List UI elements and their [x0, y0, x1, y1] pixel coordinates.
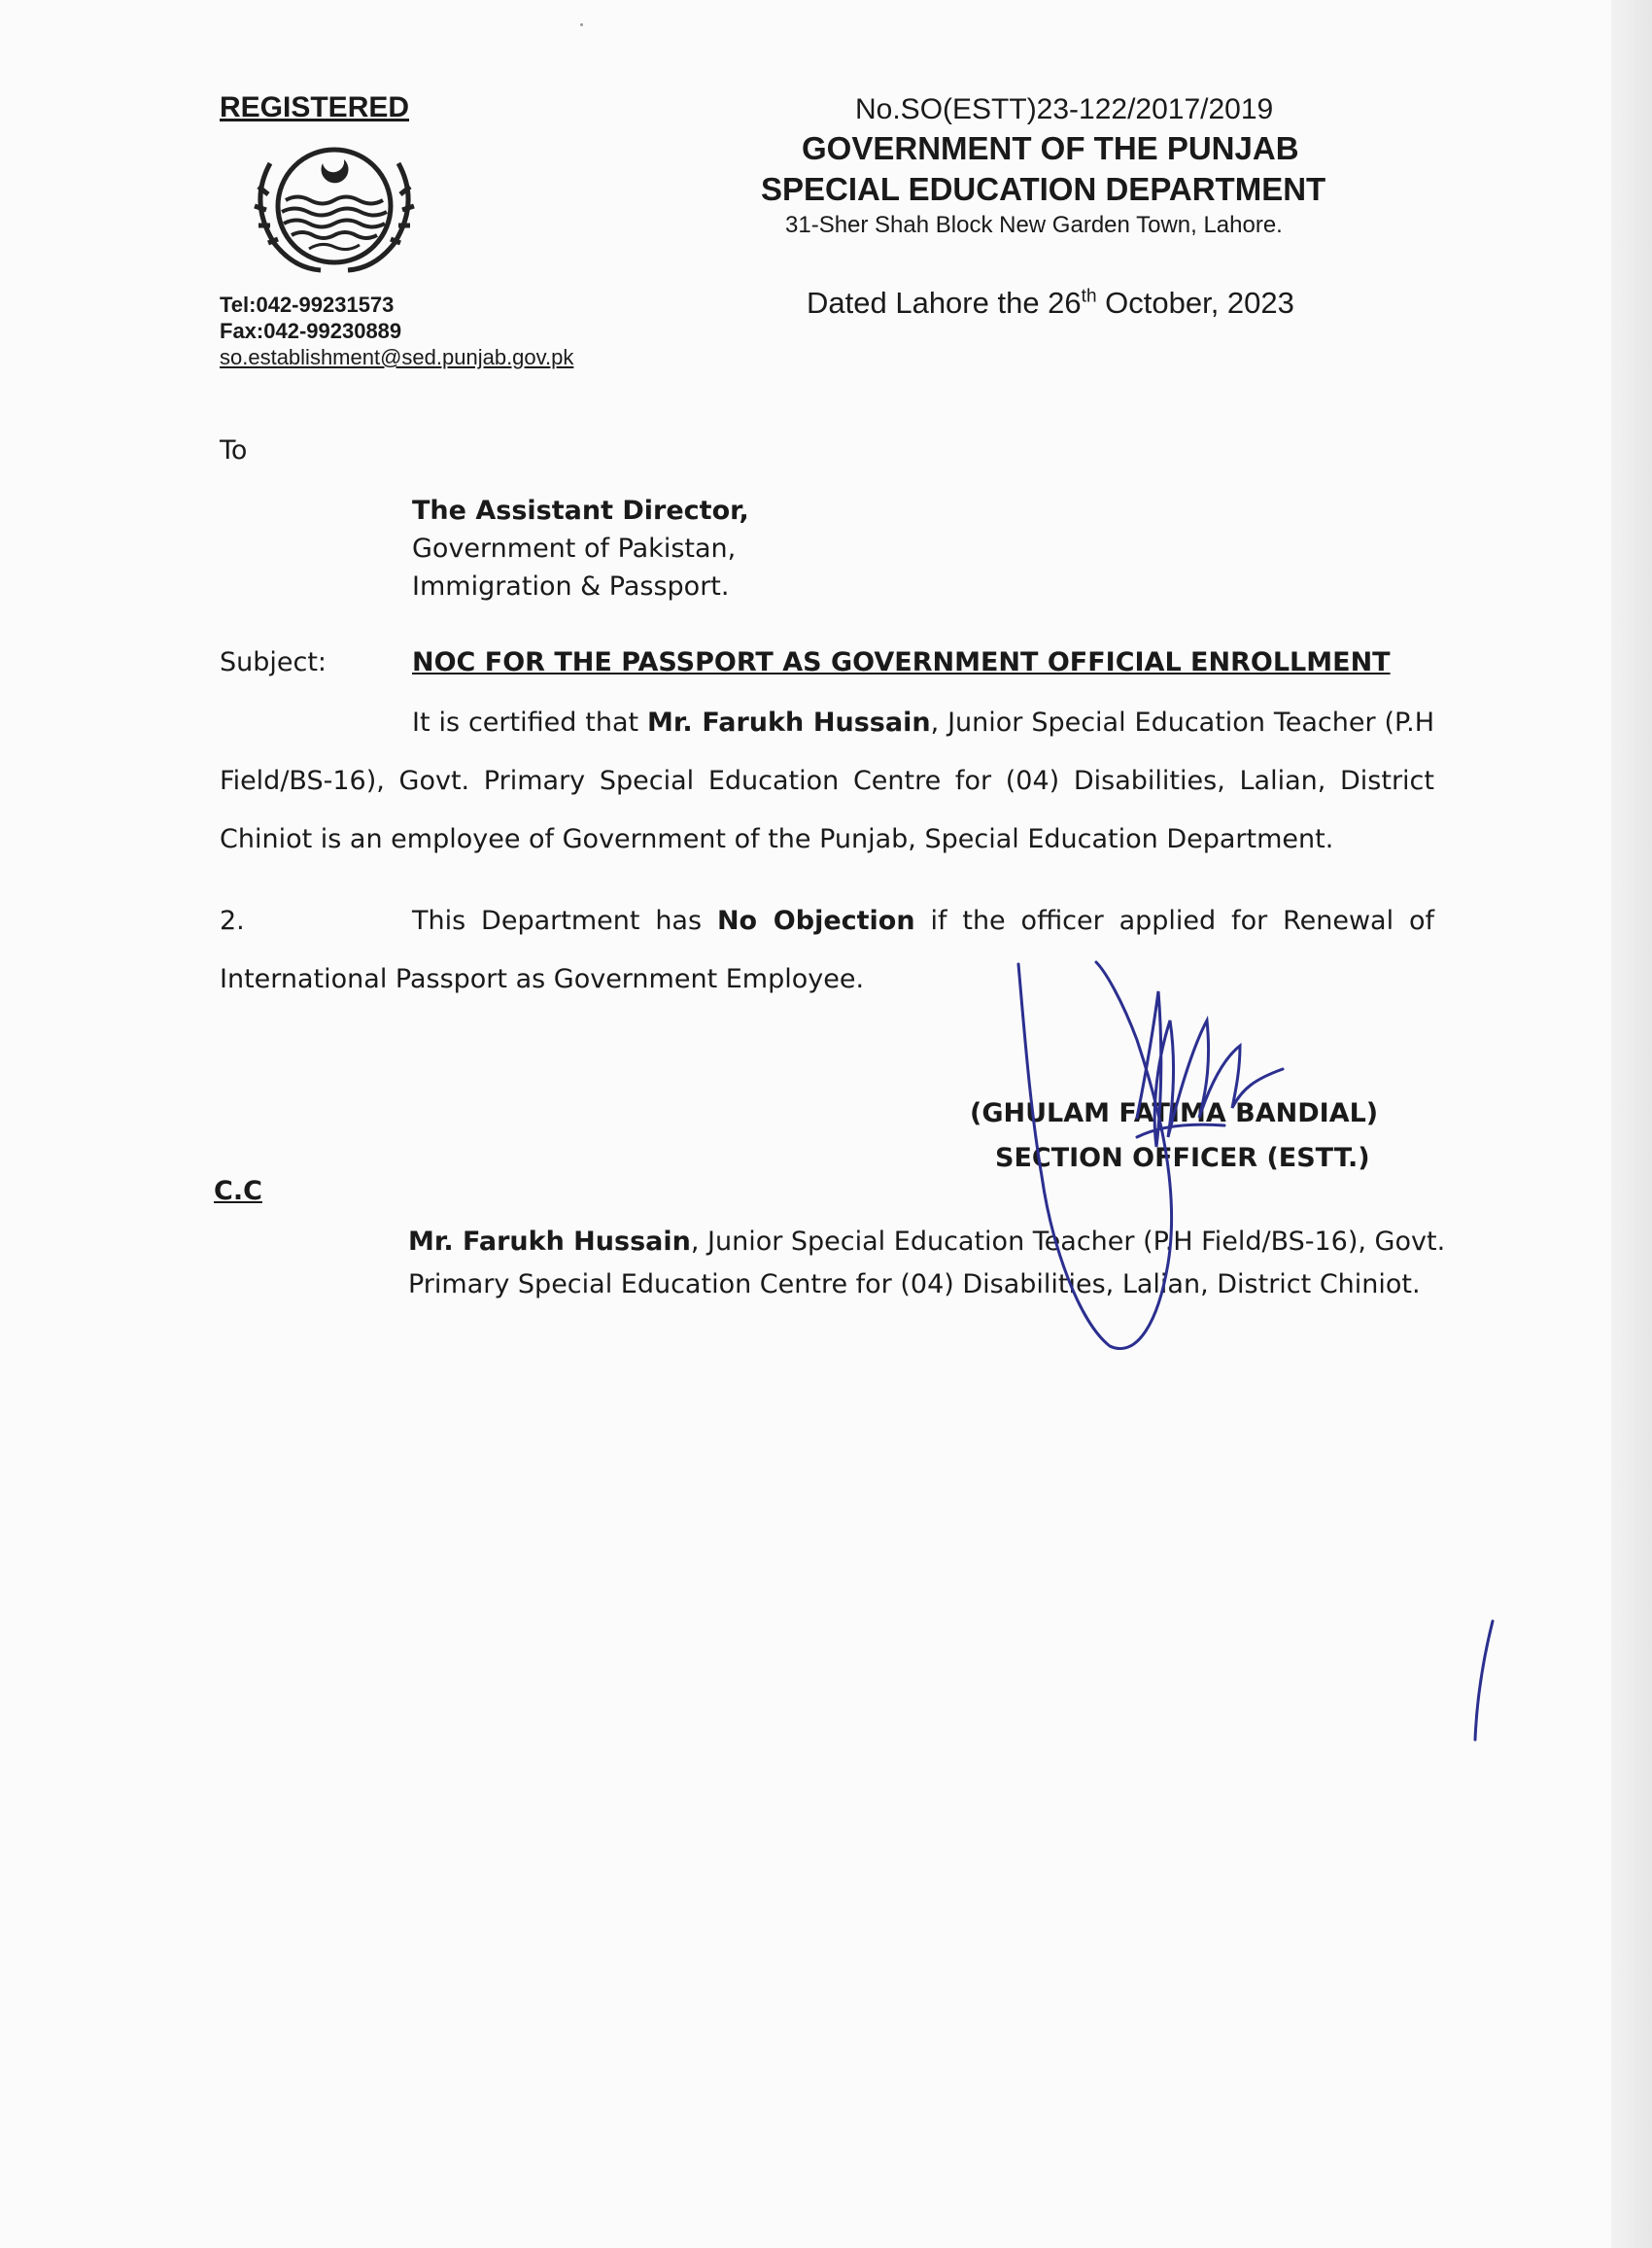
to-label: To	[220, 435, 248, 466]
punjab-emblem-icon	[241, 134, 428, 278]
certification-paragraph	[220, 694, 1434, 869]
para2-number: 2.	[220, 906, 245, 936]
cc-line-1	[408, 1221, 1445, 1263]
addressee-block	[412, 492, 749, 605]
pen-mark	[1458, 1613, 1506, 1749]
cc-label: C.C	[214, 1176, 262, 1206]
fax: Fax:042-99230889	[220, 319, 402, 343]
signatory-name: (GHULAM FATIMA BANDIAL)	[970, 1098, 1379, 1128]
addressee-line-2: Government of Pakistan,	[412, 534, 737, 564]
cc-name: Mr. Farukh Hussain	[408, 1227, 691, 1257]
signatory-title: SECTION OFFICER (ESTT.)	[995, 1143, 1370, 1173]
telephone: Tel:042-99231573	[220, 293, 395, 317]
addressee-title: The Assistant Director,	[412, 496, 749, 526]
department-address: 31-Sher Shah Block New Garden Town, Lahore.	[785, 212, 1283, 238]
addressee-line-3: Immigration & Passport.	[412, 571, 730, 602]
noc-paragraph	[220, 892, 1434, 1009]
subject-text: NOC FOR THE PASSPORT AS GOVERNMENT OFFICIAL ENROLLMENT	[412, 647, 1391, 677]
para1-employee-name: Mr. Farukh Hussain	[647, 708, 931, 738]
reference-number: No.SO(ESTT)23-122/2017/2019	[855, 93, 1274, 125]
date-line	[807, 286, 1294, 321]
para2-no-objection: No Objection	[716, 906, 915, 936]
cc-line-2: Primary Special Education Centre for (04) Disabilities, Lalian, District Chiniot.	[408, 1269, 1421, 1299]
registered-label: REGISTERED	[220, 91, 410, 123]
government-heading: GOVERNMENT OF THE PUNJAB	[802, 130, 1299, 166]
department-heading: SPECIAL EDUCATION DEPARTMENT	[761, 171, 1326, 207]
page-edge	[1611, 0, 1652, 2248]
contact-block	[220, 292, 573, 370]
subject-label: Subject:	[220, 647, 327, 677]
cc-line-1-rest: , Junior Special Education Teacher (P.H Field/BS-16), Govt.	[690, 1227, 1446, 1257]
scan-speck	[580, 23, 583, 26]
date-prefix: Dated Lahore the 26	[807, 286, 1082, 320]
para2-before: This Department has	[412, 906, 717, 936]
para1-before: It is certified that	[412, 708, 648, 738]
para1-after: , Junior Special Education Teacher (P.H Field/BS-16), Govt. Primary Special Education Centre for (04) Disabilities, Lalian, District Chiniot is an employee of Government of the Punjab, Special Education Department.	[220, 708, 1435, 854]
para2-after: if the officer applied for Renewal of International Passport as Government Employee.	[220, 906, 1434, 994]
email-link[interactable]: so.establishment@sed.punjab.gov.pk	[220, 345, 574, 369]
date-suffix: October, 2023	[1096, 286, 1294, 320]
date-ordinal: th	[1081, 286, 1097, 307]
cc-recipient	[408, 1221, 1445, 1306]
